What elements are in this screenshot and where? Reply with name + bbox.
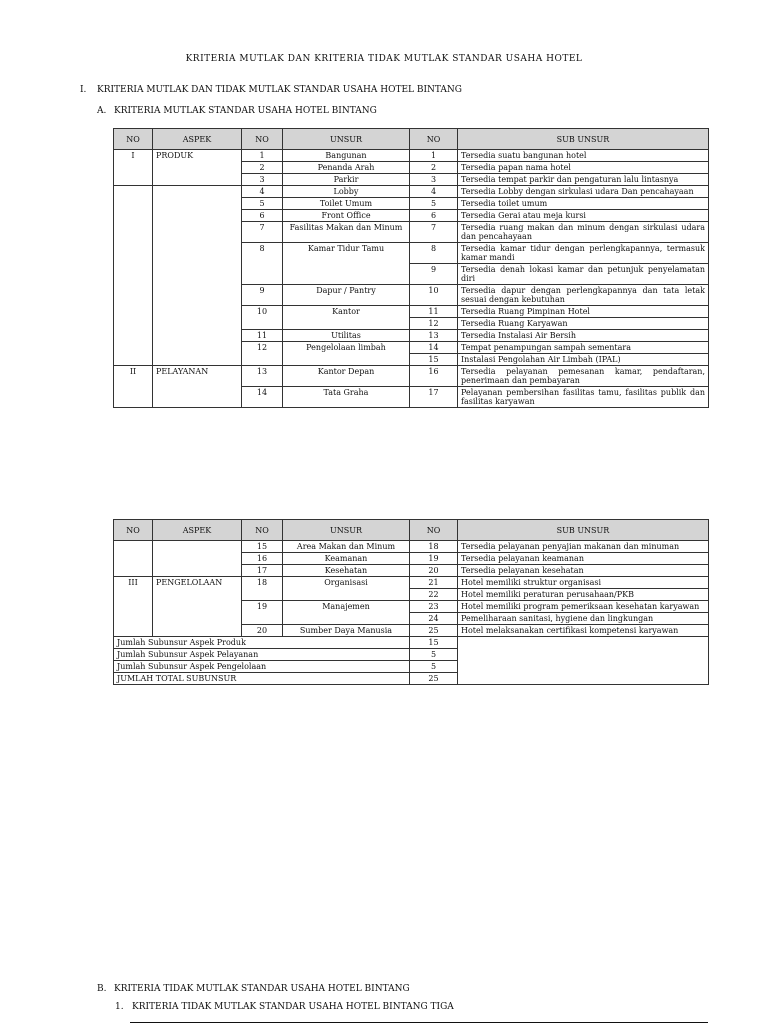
sub-unsur-text: Tersedia pelayanan kesehatan bbox=[458, 565, 709, 577]
sub-unsur-text: Hotel melaksanakan certifikasi kompetensi karyawan bbox=[458, 625, 709, 637]
sub-unsur-text: Pelayanan pembersihan fasilitas tamu, fasilitas publik dan fasilitas karyawan bbox=[458, 387, 709, 408]
total-row bbox=[114, 637, 709, 649]
aspect-name: PELAYANAN bbox=[153, 366, 242, 408]
unsur-name: Area Makan dan Minum bbox=[283, 541, 410, 553]
criteria-table-2 bbox=[113, 519, 709, 685]
sub-unsur-text: Tersedia kamar tidur dengan perlengkapannya, termasuk kamar mandi bbox=[458, 243, 709, 264]
unsur-number: 13 bbox=[242, 366, 283, 387]
total-value: 15 bbox=[410, 637, 458, 649]
section-heading-b1 bbox=[115, 1002, 454, 1012]
criteria-table-1 bbox=[113, 128, 709, 408]
total-label: Jumlah Subunsur Aspek Pengelolaan bbox=[114, 661, 410, 673]
sub-unsur-number: 25 bbox=[410, 625, 458, 637]
header-sub-unsur: SUB UNSUR bbox=[458, 520, 709, 541]
sub-unsur-text: Hotel memiliki peraturan perusahaan/PKB bbox=[458, 589, 709, 601]
unsur-name: Front Office bbox=[283, 210, 410, 222]
sub-unsur-number: 14 bbox=[410, 342, 458, 354]
sub-unsur-text: Hotel memiliki struktur organisasi bbox=[458, 577, 709, 589]
unsur-number: 14 bbox=[242, 387, 283, 408]
aspect-number: I bbox=[114, 150, 153, 186]
sub-unsur-text: Tersedia Lobby dengan sirkulasi udara Dan pencahayaan bbox=[458, 186, 709, 198]
sub-unsur-number: 13 bbox=[410, 330, 458, 342]
total-blank-cell bbox=[458, 637, 709, 685]
section-heading-a bbox=[97, 106, 377, 116]
sub-unsur-text: Tersedia denah lokasi kamar dan petunjuk penyelamatan diri bbox=[458, 264, 709, 285]
unsur-name: Kantor bbox=[283, 306, 410, 330]
unsur-number: 12 bbox=[242, 342, 283, 366]
sub-unsur-number: 20 bbox=[410, 565, 458, 577]
sub-unsur-text: Tersedia pelayanan keamanan bbox=[458, 553, 709, 565]
table-row bbox=[114, 186, 709, 198]
sub-unsur-number: 15 bbox=[410, 354, 458, 366]
sub-unsur-text: Tersedia pelayanan pemesanan kamar, pendaftaran, penerimaan dan pembayaran bbox=[458, 366, 709, 387]
unsur-number: 17 bbox=[242, 565, 283, 577]
header-no-unsur: NO bbox=[242, 520, 283, 541]
total-value: 5 bbox=[410, 649, 458, 661]
aspect-number: II bbox=[114, 366, 153, 408]
sub-unsur-text: Instalasi Pengolahan Air Limbah (IPAL) bbox=[458, 354, 709, 366]
sub-unsur-text: Tersedia suatu bangunan hotel bbox=[458, 150, 709, 162]
total-value: 25 bbox=[410, 673, 458, 685]
unsur-number: 9 bbox=[242, 285, 283, 306]
sub-unsur-number: 19 bbox=[410, 553, 458, 565]
header-aspek: ASPEK bbox=[153, 129, 242, 150]
unsur-number: 8 bbox=[242, 243, 283, 285]
section-number: I. bbox=[80, 85, 87, 95]
unsur-number: 20 bbox=[242, 625, 283, 637]
unsur-name: Tata Graha bbox=[283, 387, 410, 408]
sub-unsur-number: 4 bbox=[410, 186, 458, 198]
section-text: KRITERIA TIDAK MUTLAK STANDAR USAHA HOTEL BINTANG bbox=[114, 984, 410, 994]
document-title: KRITERIA MUTLAK DAN KRITERIA TIDAK MUTLAK STANDAR USAHA HOTEL bbox=[185, 54, 583, 64]
table-body bbox=[114, 541, 709, 685]
header-no-sub: NO bbox=[410, 520, 458, 541]
unsur-name: Keamanan bbox=[283, 553, 410, 565]
unsur-number: 2 bbox=[242, 162, 283, 174]
section-text: KRITERIA MUTLAK DAN TIDAK MUTLAK STANDAR USAHA HOTEL BINTANG bbox=[97, 85, 462, 95]
table-header-row bbox=[114, 520, 709, 541]
sub-unsur-number: 2 bbox=[410, 162, 458, 174]
table-row bbox=[114, 577, 709, 589]
sub-unsur-text: Tersedia Instalasi Air Bersih bbox=[458, 330, 709, 342]
unsur-name: Penanda Arah bbox=[283, 162, 410, 174]
header-aspek: ASPEK bbox=[153, 520, 242, 541]
sub-unsur-text: Tersedia dapur dengan perlengkapannya dan tata letak sesuai dengan kebutuhan bbox=[458, 285, 709, 306]
unsur-name: Bangunan bbox=[283, 150, 410, 162]
unsur-name: Toilet Umum bbox=[283, 198, 410, 210]
sub-unsur-text: Tersedia ruang makan dan minum dengan sirkulasi udara dan pencahayaan bbox=[458, 222, 709, 243]
sub-unsur-text: Tersedia toilet umum bbox=[458, 198, 709, 210]
section-heading-i bbox=[80, 85, 462, 95]
aspect-number bbox=[114, 541, 153, 577]
sub-unsur-text: Tersedia Ruang Pimpinan Hotel bbox=[458, 306, 709, 318]
unsur-name: Kamar Tidur Tamu bbox=[283, 243, 410, 285]
sub-unsur-number: 5 bbox=[410, 198, 458, 210]
section-number: 1. bbox=[115, 1002, 124, 1012]
unsur-name: Parkir bbox=[283, 174, 410, 186]
header-sub-unsur: SUB UNSUR bbox=[458, 129, 709, 150]
unsur-name: Lobby bbox=[283, 186, 410, 198]
unsur-name: Sumber Daya Manusia bbox=[283, 625, 410, 637]
unsur-name: Kesehatan bbox=[283, 565, 410, 577]
section-text: KRITERIA MUTLAK STANDAR USAHA HOTEL BINTANG bbox=[114, 106, 377, 116]
sub-unsur-number: 6 bbox=[410, 210, 458, 222]
sub-unsur-text: Tersedia papan nama hotel bbox=[458, 162, 709, 174]
total-label: Jumlah Subunsur Aspek Produk bbox=[114, 637, 410, 649]
table-header-row bbox=[114, 129, 709, 150]
unsur-name: Pengelolaan limbah bbox=[283, 342, 410, 366]
unsur-number: 10 bbox=[242, 306, 283, 330]
unsur-number: 4 bbox=[242, 186, 283, 198]
total-label: JUMLAH TOTAL SUBUNSUR bbox=[114, 673, 410, 685]
sub-unsur-number: 8 bbox=[410, 243, 458, 264]
header-no-unsur: NO bbox=[242, 129, 283, 150]
table-row bbox=[114, 366, 709, 387]
sub-unsur-text: Tersedia pelayanan penyajian makanan dan minuman bbox=[458, 541, 709, 553]
total-label: Jumlah Subunsur Aspek Pelayanan bbox=[114, 649, 410, 661]
unsur-name: Kantor Depan bbox=[283, 366, 410, 387]
unsur-number: 6 bbox=[242, 210, 283, 222]
unsur-number: 16 bbox=[242, 553, 283, 565]
aspect-name bbox=[153, 541, 242, 577]
sub-unsur-number: 18 bbox=[410, 541, 458, 553]
table-body bbox=[114, 150, 709, 408]
sub-unsur-text: Tersedia Ruang Karyawan bbox=[458, 318, 709, 330]
aspect-name: PRODUK bbox=[153, 150, 242, 186]
aspect-number: III bbox=[114, 577, 153, 637]
sub-unsur-number: 21 bbox=[410, 577, 458, 589]
header-no: NO bbox=[114, 520, 153, 541]
sub-unsur-number: 16 bbox=[410, 366, 458, 387]
unsur-name: Organisasi bbox=[283, 577, 410, 601]
unsur-number: 1 bbox=[242, 150, 283, 162]
section-text: KRITERIA TIDAK MUTLAK STANDAR USAHA HOTEL BINTANG TIGA bbox=[132, 1002, 454, 1012]
unsur-number: 11 bbox=[242, 330, 283, 342]
unsur-number: 5 bbox=[242, 198, 283, 210]
aspect-name bbox=[153, 186, 242, 366]
section-number: B. bbox=[97, 984, 107, 994]
unsur-name: Manajemen bbox=[283, 601, 410, 625]
sub-unsur-number: 1 bbox=[410, 150, 458, 162]
sub-unsur-number: 3 bbox=[410, 174, 458, 186]
sub-unsur-number: 23 bbox=[410, 601, 458, 613]
header-unsur: UNSUR bbox=[283, 520, 410, 541]
sub-unsur-number: 11 bbox=[410, 306, 458, 318]
table-top-border bbox=[130, 1022, 708, 1023]
sub-unsur-text: Tempat penampungan sampah sementara bbox=[458, 342, 709, 354]
sub-unsur-number: 9 bbox=[410, 264, 458, 285]
unsur-name: Dapur / Pantry bbox=[283, 285, 410, 306]
section-number: A. bbox=[97, 106, 107, 116]
unsur-number: 3 bbox=[242, 174, 283, 186]
sub-unsur-text: Tersedia Gerai atau meja kursi bbox=[458, 210, 709, 222]
header-no: NO bbox=[114, 129, 153, 150]
sub-unsur-number: 12 bbox=[410, 318, 458, 330]
sub-unsur-text: Hotel memiliki program pemeriksaan kesehatan karyawan bbox=[458, 601, 709, 613]
sub-unsur-text: Tersedia tempat parkir dan pengaturan lalu lintasnya bbox=[458, 174, 709, 186]
unsur-name: Fasilitas Makan dan Minum bbox=[283, 222, 410, 243]
sub-unsur-number: 24 bbox=[410, 613, 458, 625]
unsur-number: 15 bbox=[242, 541, 283, 553]
sub-unsur-number: 22 bbox=[410, 589, 458, 601]
table-row bbox=[114, 541, 709, 553]
sub-unsur-number: 17 bbox=[410, 387, 458, 408]
unsur-number: 19 bbox=[242, 601, 283, 625]
unsur-name: Utilitas bbox=[283, 330, 410, 342]
aspect-number bbox=[114, 186, 153, 366]
table-row bbox=[114, 150, 709, 162]
unsur-number: 18 bbox=[242, 577, 283, 601]
aspect-name: PENGELOLAAN bbox=[153, 577, 242, 637]
header-unsur: UNSUR bbox=[283, 129, 410, 150]
sub-unsur-number: 10 bbox=[410, 285, 458, 306]
total-value: 5 bbox=[410, 661, 458, 673]
sub-unsur-number: 7 bbox=[410, 222, 458, 243]
header-no-sub: NO bbox=[410, 129, 458, 150]
sub-unsur-text: Pemeliharaan sanitasi, hygiene dan lingkungan bbox=[458, 613, 709, 625]
unsur-number: 7 bbox=[242, 222, 283, 243]
section-heading-b bbox=[97, 984, 410, 994]
